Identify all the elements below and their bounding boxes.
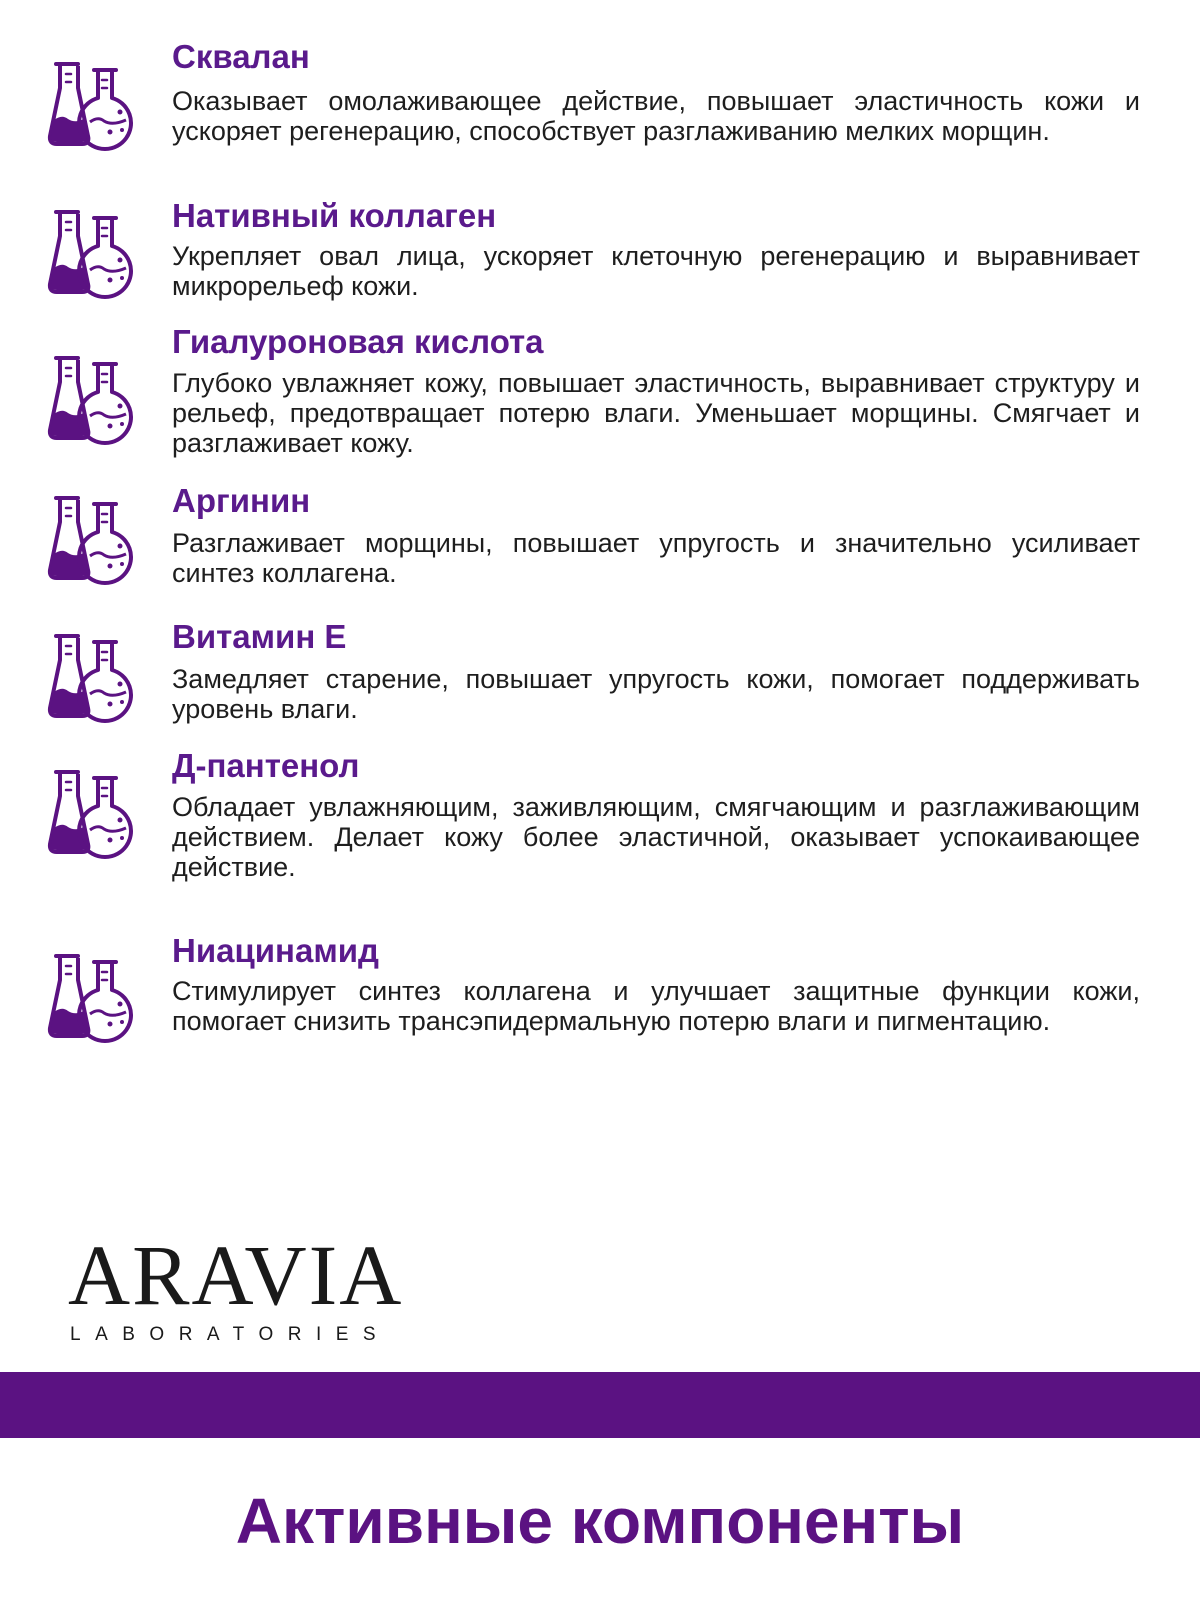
ingredient-title: Сквалан	[172, 38, 310, 75]
flasks-icon	[46, 632, 138, 724]
flasks-icon	[46, 494, 138, 586]
ingredient-description: Оказывает омолаживающее действие, повышает эластичность кожи и ускоряет регенерацию, способствует разглаживанию мелких морщин.	[172, 86, 1140, 146]
brand-name: ARAVIA	[68, 1227, 404, 1323]
ingredient-title: Витамин Е	[172, 618, 347, 655]
ingredient-description: Укрепляет овал лица, ускоряет клеточную регенерацию и выравнивает микрорельеф кожи.	[172, 241, 1140, 301]
ingredient-title: Гиалуроновая кислота	[172, 323, 544, 360]
brand-logo	[68, 1227, 408, 1352]
flasks-icon	[46, 60, 138, 152]
page-title: Активные компоненты	[235, 1485, 965, 1557]
flasks-icon	[46, 952, 138, 1044]
ingredient-description: Обладает увлажняющим, заживляющим, смягчающим и разглаживающим действием. Делает кожу более эластичной, оказывает успокаивающее действие.	[172, 792, 1140, 882]
ingredient-title: Ниацинамид	[172, 932, 379, 969]
ingredient-description: Разглаживает морщины, повышает упругость и значительно усиливает синтез коллагена.	[172, 528, 1140, 588]
accent-band	[0, 1372, 1200, 1438]
ingredient-title: Нативный коллаген	[172, 197, 497, 234]
brand-subtitle: LABORATORIES	[70, 1324, 391, 1345]
ingredient-description: Стимулирует синтез коллагена и улучшает защитные функции кожи, помогает снизить трансэпидермальную потерю влаги и пигментацию.	[172, 976, 1140, 1036]
ingredient-title: Д-пантенол	[172, 747, 360, 784]
flasks-icon	[46, 768, 138, 860]
flasks-icon	[46, 208, 138, 300]
ingredient-title: Аргинин	[172, 482, 311, 519]
flasks-icon	[46, 354, 138, 446]
ingredient-description: Глубоко увлажняет кожу, повышает эластичность, выравнивает структуру и рельеф, предотвращает потерю влаги. Уменьшает морщины. Смягчает и разглаживает кожу.	[172, 368, 1140, 458]
ingredient-description: Замедляет старение, повышает упругость кожи, помогает поддерживать уровень влаги.	[172, 664, 1140, 724]
